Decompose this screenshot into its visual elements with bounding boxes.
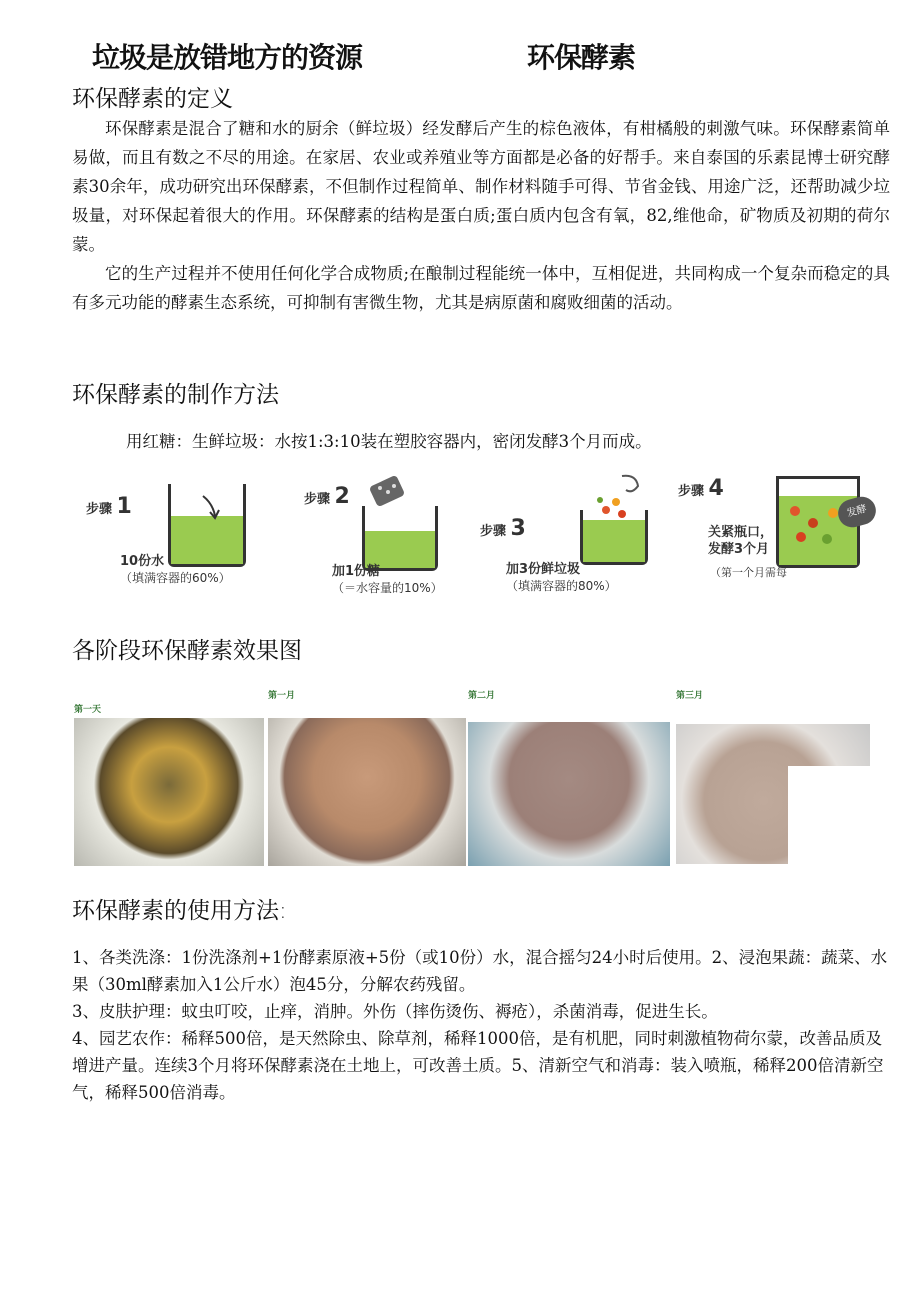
steps-illustration xyxy=(72,470,890,600)
definition-paragraph-2: 它的生产过程并不使用任何化学合成物质;在酿制过程能统一体中，互相促进，共同构成一个复杂而稳定的具有多元功能的酵素生态系统，可抑制有害微生物，尤其是病原菌和腐败细菌的活动。 xyxy=(72,264,890,312)
photo-label-month2: 第二月 xyxy=(468,691,496,701)
main-title: 垃圾是放错地方的资源 xyxy=(92,41,363,74)
photo-month3 xyxy=(676,724,870,864)
definition-body xyxy=(72,114,890,317)
step-1 xyxy=(72,470,262,600)
step-4-note: （第一个月需每 xyxy=(710,566,787,579)
photo-month1 xyxy=(268,718,466,866)
effects-heading: 各阶段环保酵素效果图 xyxy=(72,638,302,664)
usage-line-2: 3、皮肤护理：蚊虫叮咬，止痒，消肿。外伤（摔伤烫伤、褥疮），杀菌消毒，促进生长。 xyxy=(72,1002,718,1021)
photo-month3-blank xyxy=(788,766,870,864)
ferment-badge: 发酵 xyxy=(835,494,879,531)
food-scraps-icon xyxy=(592,472,662,522)
definition-paragraph-1: 环保酵素是混合了糖和水的厨余（鲜垃圾）经发酵后产生的棕色液体，有柑橘般的刺激气味。环保酵素简单易做，而且有数之不尽的用途。在家居、农业或养殖业等方面都是必备的好帮手。来自泰国的乐素昆博士研究酵素30余年，成功研究出环保酵素，不但制作过程简单、制作材料随手可得、节省金钱、用途广泛，还帮助减少垃圾量，对环保起着很大的作用。环保酵素的结构是蛋白质;蛋白质内包含有氧，82,维他命，矿物质及初期的荷尔蒙。 xyxy=(72,119,890,254)
step-3-caption: 加3份鲜垃圾 （填满容器的80%） xyxy=(506,562,617,593)
photo-month2 xyxy=(468,722,670,866)
usage-line-3: 4、园艺农作：稀释500倍，是天然除虫、除草剂，稀释1000倍，是有机肥，同时刺激植物荷尔蒙，改善品质及增进产量。连续3个月将环保酵素浇在土地上，可改善土质。5、清新空气和消毒：装入喷瓶，稀释200倍清新空气，稀释500倍消毒。 xyxy=(72,1029,884,1102)
method-heading: 环保酵素的制作方法 xyxy=(72,382,279,408)
arrow-icon xyxy=(199,494,225,520)
photo-day1 xyxy=(74,718,264,866)
step-2 xyxy=(302,470,482,600)
usage-heading: 环保酵素的使用方法: xyxy=(72,898,287,924)
step-1-caption: 10份水 （填满容器的60%） xyxy=(120,554,231,585)
sugar-bag-icon xyxy=(364,476,410,510)
step-4 xyxy=(678,470,890,600)
step-3-liquid xyxy=(583,520,645,562)
sub-title: 环保酵素 xyxy=(527,41,636,74)
step-4-caption: 关紧瓶口， 发酵3个月 xyxy=(708,525,774,557)
step-2-label: 步骤 2 xyxy=(304,484,350,509)
step-3 xyxy=(480,470,680,600)
photo-label-month1: 第一月 xyxy=(268,691,296,701)
effects-photos xyxy=(72,688,872,870)
step-2-caption: 加1份糖 （＝水容量的10%） xyxy=(332,564,443,595)
ratio-text: 用红糖：生鲜垃圾：水按1:3:10装在塑胶容器内，密闭发酵3个月而成。 xyxy=(126,432,652,451)
usage-body xyxy=(72,944,890,1106)
usage-line-1: 1、各类洗涤：1份洗涤剂+1份酵素原液+5份（或10份）水，混合摇匀24小时后使用。2、浸泡果蔬：蔬菜、水果（30ml酵素加入1公斤水）泡45分，分解农药残留。 xyxy=(72,948,888,994)
step-3-label: 步骤 3 xyxy=(480,516,526,541)
definition-heading: 环保酵素的定义 xyxy=(72,86,233,112)
step-4-label: 步骤 4 xyxy=(678,476,724,501)
photo-label-month3: 第三月 xyxy=(676,691,704,701)
photo-label-day1: 第一天 xyxy=(74,705,102,715)
step-1-label: 步骤 1 xyxy=(86,494,132,519)
